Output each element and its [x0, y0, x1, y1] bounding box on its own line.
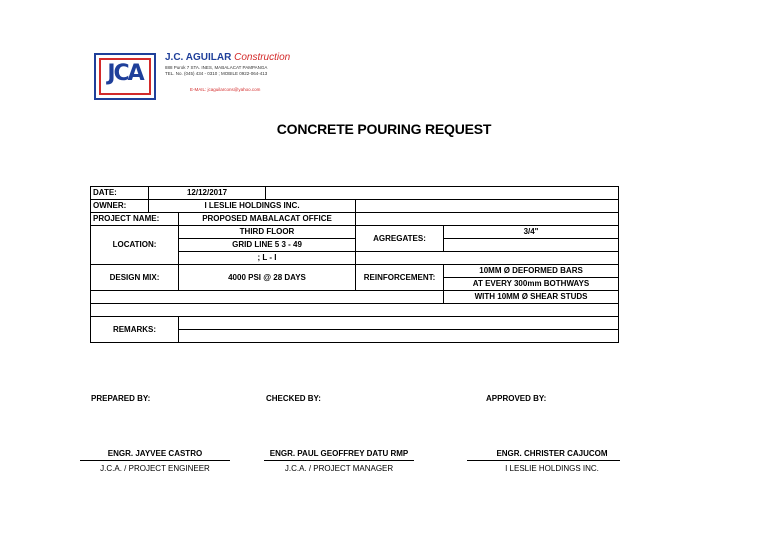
checked-by-label: CHECKED BY:	[266, 394, 321, 403]
approved-signature-line	[467, 460, 620, 461]
project-label: PROJECT NAME:	[91, 213, 179, 226]
location-value-2[interactable]: GRID LINE 5 3 - 49	[179, 239, 356, 252]
logo-text: JCA	[107, 61, 143, 86]
company-address: 888 Purok 7 STA. INES, MABALACAT PAMPANGA	[165, 65, 268, 70]
agregates-label: AGREGATES:	[356, 226, 444, 252]
date-blank	[266, 187, 619, 200]
reinforcement-value-2[interactable]: AT EVERY 300mm BOTHWAYS	[444, 278, 619, 291]
reinforcement-value-1[interactable]: 10MM Ø DEFORMED BARS	[444, 265, 619, 278]
company-name	[165, 52, 290, 63]
location-value-3[interactable]: ; L - I	[179, 252, 356, 265]
row-project	[91, 213, 619, 226]
company-phone: TEL. No. (045) 434 - 0310 ; MOBILE 0922-064-413	[165, 71, 268, 76]
request-form-table	[90, 186, 619, 343]
row-date	[91, 187, 619, 200]
row-design-1	[91, 265, 619, 278]
remarks-label: REMARKS:	[91, 317, 179, 343]
project-blank	[356, 213, 619, 226]
owner-blank	[356, 200, 619, 213]
approved-by-label: APPROVED BY:	[486, 394, 547, 403]
checked-name: ENGR. PAUL GEOFFREY DATU RMP	[269, 449, 409, 458]
company-logo	[94, 53, 156, 100]
owner-label: OWNER:	[91, 200, 149, 213]
row-location-1	[91, 226, 619, 239]
remarks-line-2[interactable]	[179, 330, 619, 343]
project-value[interactable]: PROPOSED MABALACAT OFFICE	[179, 213, 356, 226]
approved-name: ENGR. CHRISTER CAJUCOM	[496, 449, 608, 458]
company-address-block	[165, 65, 267, 77]
blank-row	[91, 304, 619, 317]
checked-position: J.C.A. / PROJECT MANAGER	[284, 464, 394, 473]
prepared-name: ENGR. JAYVEE CASTRO	[107, 449, 203, 458]
reinforcement-value-3[interactable]: WITH 10MM Ø SHEAR STUDS	[444, 291, 619, 304]
design-mix-label: DESIGN MIX:	[91, 265, 179, 291]
prepared-signature-line	[80, 460, 230, 461]
design-mix-value[interactable]: 4000 PSI @ 28 DAYS	[179, 265, 356, 291]
checked-signature-line	[264, 460, 414, 461]
location-value-1[interactable]: THIRD FLOOR	[179, 226, 356, 239]
company-name-main: J.C. AGUILAR	[165, 52, 232, 63]
reinforcement-label: REINFORCEMENT:	[356, 265, 444, 291]
row-owner	[91, 200, 619, 213]
prepared-by-label: PREPARED BY:	[91, 394, 151, 403]
date-label: DATE:	[91, 187, 149, 200]
row-blank	[91, 304, 619, 317]
agregates-value[interactable]: 3/4"	[444, 226, 619, 239]
date-value[interactable]: 12/12/2017	[149, 187, 266, 200]
document-title: CONCRETE POURING REQUEST	[276, 121, 492, 137]
agregates-blank	[444, 239, 619, 252]
location-3-blank	[356, 252, 619, 265]
approved-position: I LESLIE HOLDINGS INC.	[505, 464, 599, 473]
prepared-position: J.C.A. / PROJECT ENGINEER	[100, 464, 210, 473]
row-remarks-1	[91, 317, 619, 330]
remarks-line-1[interactable]	[179, 317, 619, 330]
owner-value[interactable]: I LESLIE HOLDINGS INC.	[149, 200, 356, 213]
location-label: LOCATION:	[91, 226, 179, 265]
design-3-blank	[91, 291, 444, 304]
row-design-3	[91, 291, 619, 304]
company-email: E-MAIL: jcaguilarcons@yahoo.com	[190, 87, 261, 92]
company-name-suffix: Construction	[234, 52, 291, 63]
